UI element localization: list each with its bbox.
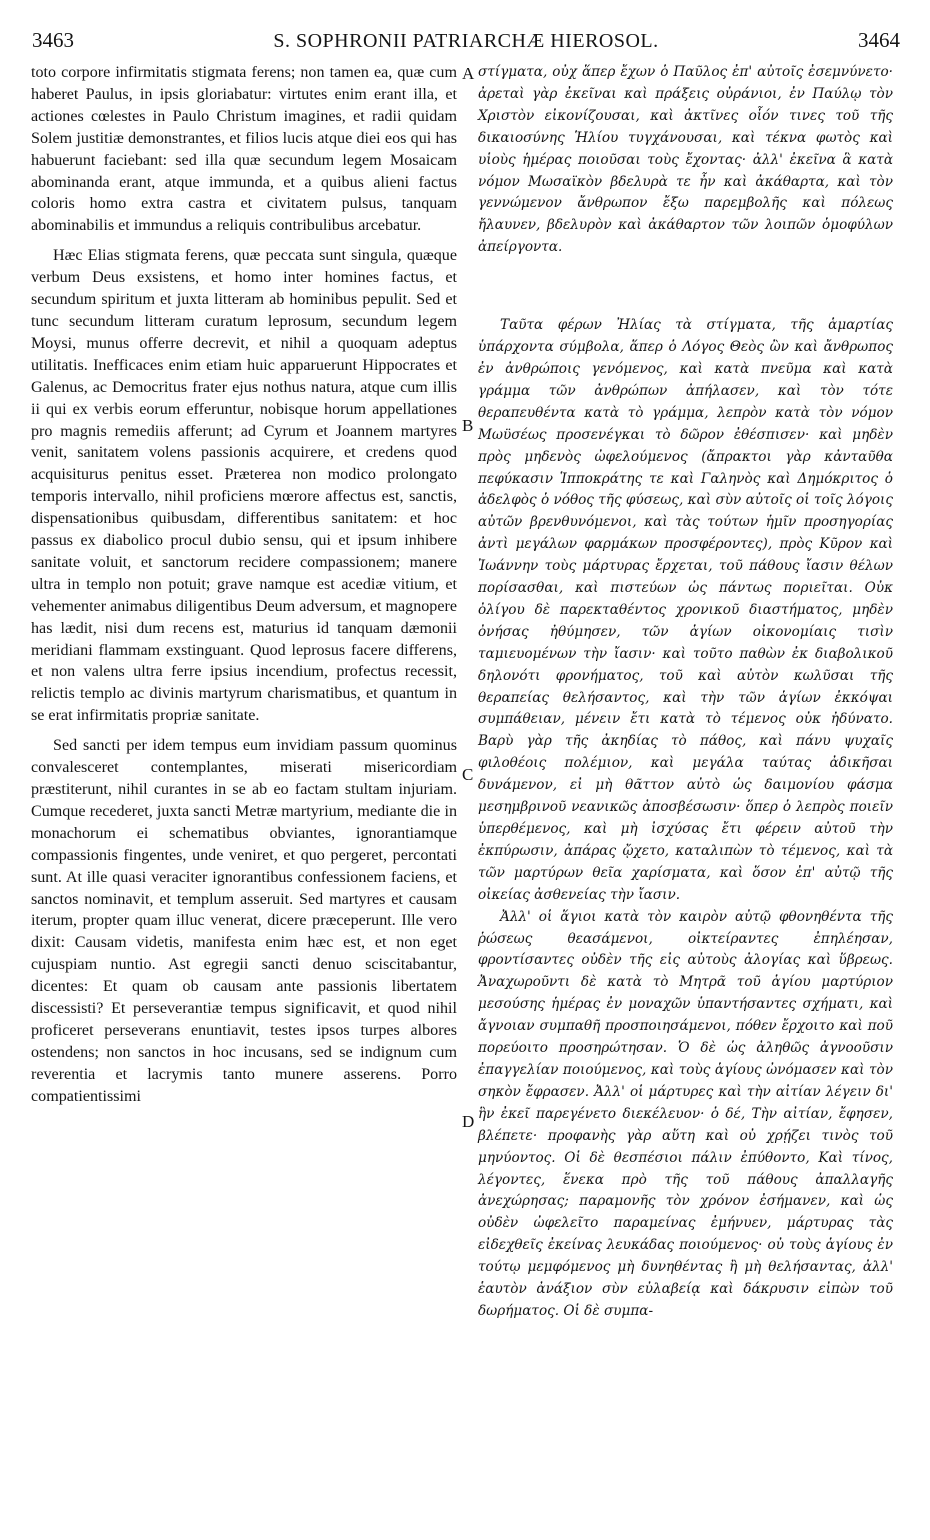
greek-paragraph-2: Ταῦτα φέρων Ἠλίας τὰ στίγματα, τῆς ἁμαρτίας ὑπάρχοντα σύμβολα, ἅπερ ὁ Λόγος Θεὸς ὢν καὶ ἄνθρωπος ἐν ἀνθρώποις γενόμενος, καὶ κατὰ πνεῦμα καὶ κατὰ γράμμα τῶν ἀνθρώπων ἀπήλασεν, καὶ τὸν τότε θεραπευθέντα κατὰ τὸ γράμμα, λεπρὸν κατὰ τὸν νόμον Μωϋσέως προσενέγκαι τὸ δῶρον ἐθέσπισεν· καὶ μηδὲν πρὸς μηδενὸς ὠφελούμενος (ἄπρακτοι γὰρ κἀνταῦθα πεφύκασιν Ἱπποκράτης τε καὶ Γαληνὸς καὶ Δημόκριτος ὁ ἀδελφὸς ὁ νόθος τῆς φύσεως, καὶ σὺν αὐτοῖς οἱ τοῖς λόγοις αὐτῶν βρενθυνόμενοι, καὶ τὰς τούτων ἡμῖν προσηγορίας ἀντὶ μεγάλων φαρμάκων προσφέροντες), πρὸς Κῦρον καὶ Ἰωάννην τοὺς μάρτυρας ἔρχεται, τοῦ πάθους ἴασιν θέλων πορίσασθαι, καὶ πιστεύων ὡς πάντως ποριεῖται. Οὐκ ὀλίγου δὲ παρεκταθέντος χρονικοῦ διαστήματος, μηδὲν ὀνήσας ἠθύμησεν, τῶν ἁγίων οἰκονομίαις τισὶν ταμιευομένων τὴν ἴασιν· καὶ τοῦτο παθὼν ἐκ διαβολικοῦ δηλονότι φρονήματος, τοῦ καὶ αὐτὸν κωλῦσαι τῆς θεραπείας θελήσαντος, καὶ τὴν τῶν ἁγίων ἐκκόψαι συμπάθειαν, μένειν ἔτι κατὰ τὸ τέμενος οὐκ ἠδύνατο. Βαρὺ γὰρ τῆς ἀκηδίας τὸ πάθος, καὶ πάνυ ψυχαῖς φιλοθέοις πολέμιον, καὶ μεγάλα ταύτας ἀδικῆσαι δυνάμενον, εἰ μὴ θᾶττον αὐτὸ ὡς δαιμονίου φάσμα μεσημβρινοῦ νεανικῶς ἀποσβέσωσιν· ὅπερ ὁ λεπρὸς ποιεῖν ὑπερθέμενος, καὶ μὴ ἰσχύσας ἔτι φέρειν αὐτοῦ τὴν ἐκπύρωσιν, ἀπάρας ᾤχετο, καταλιπὼν τὸ τέμενος, καὶ τὰ τῶν μαρτύρων θεῖα χαρίσματα, καὶ ὅσον ἐπ' αὐτῷ τῆς οἰκείας ἀσθενείας τὴν ἴασιν.: [478, 317, 893, 903]
margin-marker-b: B: [462, 416, 474, 435]
latin-column: [31, 62, 457, 1108]
running-title: S. SOPHRONII PATRIARCHÆ HIEROSOL.: [273, 30, 659, 52]
page-number-right: 3464: [858, 28, 900, 52]
page-number-left: 3463: [32, 28, 74, 52]
margin-marker-a: A: [462, 64, 475, 83]
running-header: [32, 28, 900, 58]
latin-paragraph-1: toto corpore infirmitatis stigmata ferens; non tamen ea, quæ cum haberet Paulus, in ipsis gloriabatur: virtutes enim erant illa, et actiones cœlestes in Paulo Christum imagines, et radii quidam Solem justitiæ demonstrantes, et filios lucis atque diei eos qui has habuerunt faciebant: sed illa quæ secundum legem Mosaicam abominanda erant, atque immunda, et a quibus alieni factus coloris homo extra castra et civitatem pulsus, tanquam abominabilis et immundus a reliquis contribulibus arcebatur.: [31, 64, 457, 235]
greek-paragraph-1: στίγματα, οὐχ ἅπερ ἔχων ὁ Παῦλος ἐπ' αὐτοῖς ἐσεμνύνετο· ἀρεταὶ γὰρ ἐκεῖναι καὶ πράξεις οὐράνιοι, ἐν Παύλῳ τὸν Χριστὸν εἰκονίζουσαι, καὶ ἀκτῖνες οἷόν τινες τοῦ τῆς δικαιοσύνης Ἡλίου τυγχάνουσαι, καὶ τέκνα φωτὸς καὶ υἱοὺς ἡμέρας ποιοῦσαι τοὺς ἔχοντας· ἀλλ' ἐκεῖνα ἃ κατὰ νόμον Μωσαϊκὸν βδελυρὰ τε ἦν καὶ ἀκάθαρτα, καὶ τὸν γεννώμενον ἄνθρωπον ἔξω παρεμβολῆς καὶ πόλεως ἤλαυνεν, βδελυρὸν καὶ ἀκάθαρτον τῶν λοιπῶν ὁμοφύλων ἀπείργοντα.: [478, 64, 893, 256]
margin-marker-d: D: [462, 1112, 475, 1131]
latin-paragraph-3: Sed sancti per idem tempus eum invidiam passum quominus convalesceret contemplantes, miserati misericordiam præstiterunt, nihil curantes in se ab eo factam stultam injuriam. Cumque recederet, juxta sancti Metræ martyrium, mediante die in monachorum ei schematibus obviantes, ignorantiamque compassionis fingentes, unde veniret, et quo pergeret, percontati sunt. At ille quasi veraciter ignorantibus confessionem faciens, et sanctos nominavit, et templum asseruit. Sed martyres et causam iterum, propter quam illuc venerat, dicere præceperunt. Ille vero dixit: Causam videtis, manifesta enim hæc est, et non eget cujuspiam nuntio. Ast egregii sancti denuo sciscitabantur, dicentes: Et quam ob causam ante passionis libertatem discessisti? Et perseverantiæ tempus significavit, et quod nihil proficeret perseverans enuntiavit, testes ipsos turpes albores ostendens; non sanctos in hoc incusans, sed se indignum cum reverentia et lacrymis tanto munere asserens. Porro compatientissimi: [31, 737, 457, 1105]
latin-paragraph-2: Hæc Elias stigmata ferens, quæ peccata sunt singula, quæque verbum Deus exsistens, et homo inter homines factus, et secundum spiritum et juxta litteram ab hominibus pepulit. Sed et tunc secundum litteram curatum leprosum, secundum legem Moysi, munus offerre decrevit, et nihil a quoquam adeptus utilitatis. Inefficaces enim etiam huic apparuerunt Hippocrates et Galenus, ac Democritus frater ejus nothus natura, atque cum illis ii qui ex verbis eorum efferuntur, nobisque horum appellationes pro magnis remediis afferunt; ad Cyrum et Joannem martyres venit, sanitatem volens passionis acquirere, et credens quod acquisiturus penitus esset. Præterea non modico prolongato temporis intervallo, nihil proficiens mœrore affectus est, sanctis, dispensationibus quibusdam, differentibus sanitatem: et hoc passus ex diabolico procul dubio sensu, qui et ipsum inhibere sanitate voluit, et sanctorum recidere compassionem; manere ultra in templo non potuit; grave namque est acediæ vitium, et vehementer animabus diligentibus Deum adversum, et magnopere has lædit, nisi dum recens est, maturius id tanquam dæmonii meridiani flammam exstinguant. Quod leprosus facere differens, et non valens ultra ferre ipsius incendium, profectus recessit, relictis templo ac divinis martyrum charismatibus, et quantum in se erat infirmitatis propriæ sanitate.: [31, 247, 457, 725]
greek-column: [478, 62, 893, 1323]
margin-marker-c: C: [462, 765, 474, 784]
greek-paragraph-3: Ἀλλ' οἱ ἅγιοι κατὰ τὸν καιρὸν αὐτῷ φθονηθέντα τῆς ῥώσεως θεασάμενοι, οἰκτείραντες ἐπηλέησαν, φροντίσαντες οὐδὲν τῆς εἰς αὐτοὺς ἀλογίας καὶ ὕβρεως. Ἀναχωροῦντι δὲ κατὰ τὸ Μητρᾶ τοῦ ἁγίου μαρτύριον μεσούσης ἡμέρας ἐν μοναχῶν ὑπαντήσαντες σχήματι, καὶ ἄγνοιαν συμπαθῆ προσποιησάμενοι, πόθεν ἔρχοιτο καὶ ποῦ πορεύοιτο προσηρώτησαν. Ὁ δὲ ὡς ἀληθῶς ἀγνοοῦσιν ἐπαγγελίαν ποιούμενος, καὶ τοὺς ἁγίους ὠνόμασεν καὶ τὸν σηκὸν ἔφρασεν. Ἀλλ' οἱ μάρτυρες καὶ τὴν αἰτίαν λέγειν δι' ἣν ἐκεῖ παρεγένετο διεκέλευον· ὁ δέ, Τὴν αἰτίαν, ἔφησεν, βλέπετε· προφανὴς γὰρ αὕτη καὶ οὐ χρῄζει τινὸς τοῦ μηνύοντος. Οἱ δὲ θεσπέσιοι πάλιν ἐπύθοντο, Καὶ τίνος, λέγοντες, ἕνεκα πρὸ τῆς τοῦ πάθους ἀπαλλαγῆς ἀνεχώρησας; παραμονῆς τὸν χρόνον ἐσήμανεν, καὶ ὡς οὐδὲν ὠφελεῖτο παραμείνας ἐμήνυεν, μάρτυρας τὰς εἰδεχθεῖς ἐκείνας λευκάδας ποιούμενος· οὐ τοὺς ἁγίους ἐν τούτῳ μεμφόμενος μὴ δυνηθέντας ἢ μὴ θελήσαντας, ἀλλ' ἑαυτὸν ἀνάξιον σὺν εὐλαβείᾳ καὶ δάκρυσιν εἰπὼν τοῦ δωρήματος. Οἱ δὲ συμπα-: [478, 908, 893, 1319]
